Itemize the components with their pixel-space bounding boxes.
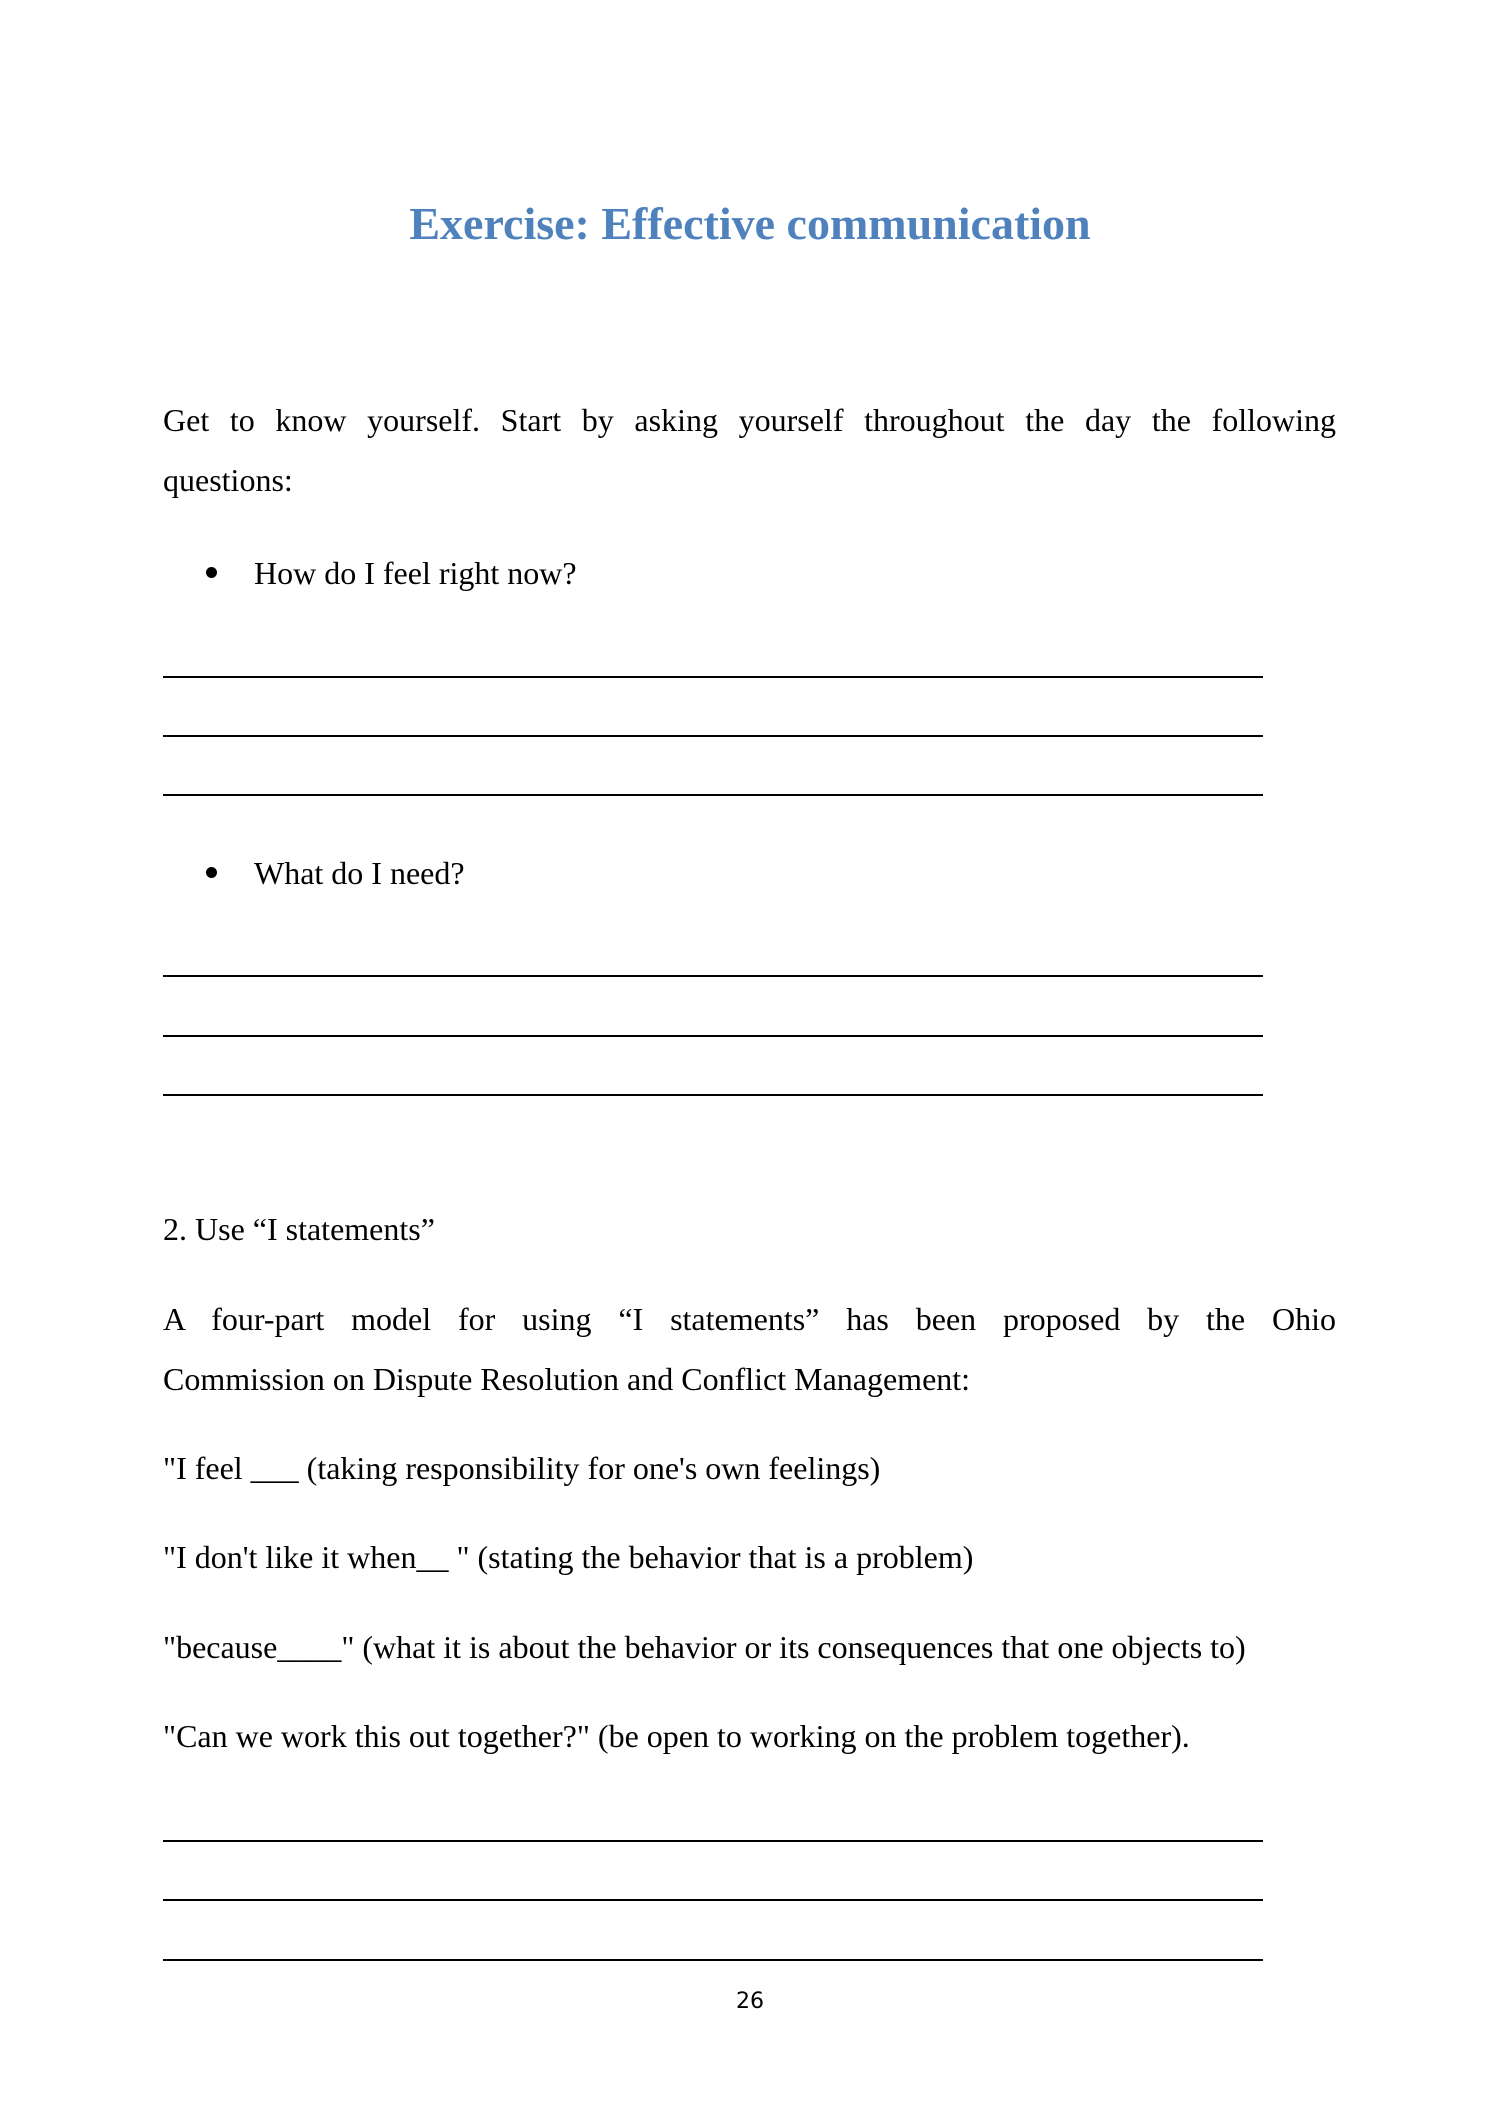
- answer-line: [163, 676, 1263, 678]
- intro-paragraph: [163, 390, 1336, 510]
- intro-line-2: questions:: [163, 462, 293, 498]
- model-line-2: Commission on Dispute Resolution and Conflict Management:: [163, 1361, 971, 1397]
- answer-line: [163, 975, 1263, 977]
- bullet-icon: [206, 867, 217, 878]
- statement-because: "because____" (what it is about the behavior or its consequences that one objects to): [163, 1629, 1246, 1665]
- answer-line: [163, 1035, 1263, 1037]
- bullet-icon: [206, 567, 217, 578]
- answer-line: [163, 794, 1263, 796]
- answer-line: [163, 1094, 1263, 1096]
- statement-work-together: "Can we work this out together?" (be open to working on the problem together).: [163, 1718, 1190, 1754]
- answer-line: [163, 1959, 1263, 1961]
- bullet-text: How do I feel right now?: [254, 555, 577, 591]
- intro-line-1: Get to know yourself. Start by asking yourself throughout the day the following: [163, 402, 1336, 438]
- model-line-1: A four-part model for using “I statements” has been proposed by the Ohio: [163, 1301, 1336, 1337]
- answer-line: [163, 1840, 1263, 1842]
- statement-feel: "I feel ___ (taking responsibility for one's own feelings): [163, 1450, 881, 1486]
- bullet-text: What do I need?: [254, 855, 465, 891]
- answer-line: [163, 1899, 1263, 1901]
- section-heading: 2. Use “I statements”: [163, 1211, 435, 1247]
- statement-dont-like: "I don't like it when__ " (stating the behavior that is a problem): [163, 1539, 974, 1575]
- answer-line: [163, 735, 1263, 737]
- page-number: 26: [736, 1989, 764, 2014]
- model-paragraph: [163, 1289, 1336, 1409]
- page-title: Exercise: Effective communication: [409, 198, 1091, 249]
